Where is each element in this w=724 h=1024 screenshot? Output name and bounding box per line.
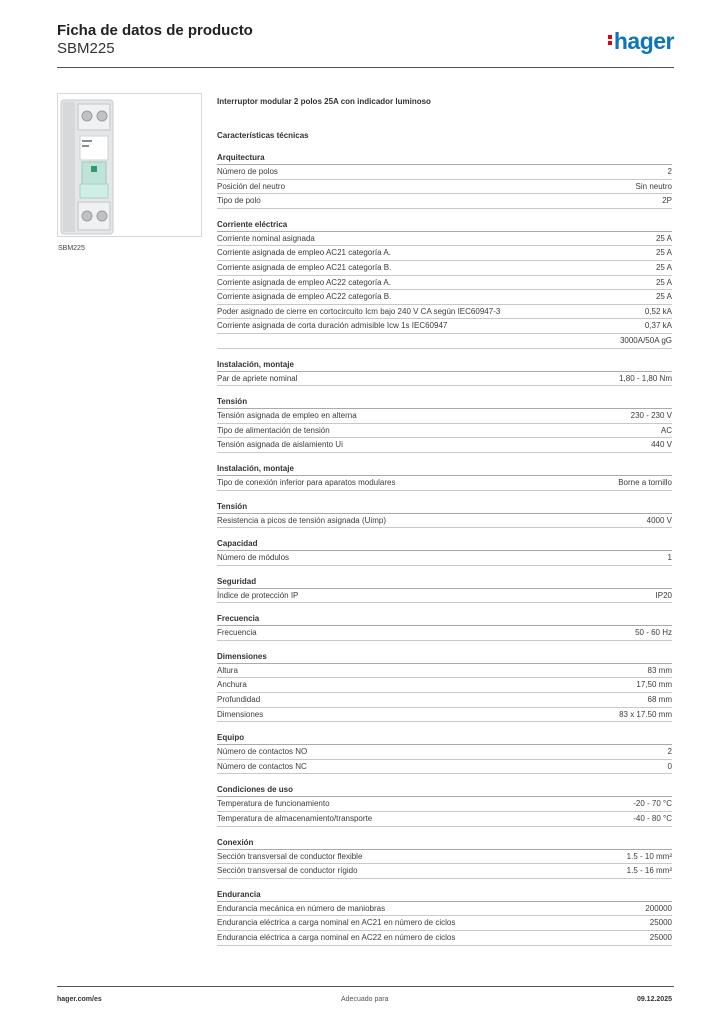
page-header bbox=[57, 22, 677, 70]
spec-value: 1 bbox=[667, 553, 672, 563]
spec-row bbox=[217, 276, 672, 291]
spec-sections bbox=[217, 151, 672, 946]
spec-label: Corriente nominal asignada bbox=[217, 233, 315, 243]
spec-section bbox=[217, 783, 672, 826]
modular-switch-image bbox=[58, 94, 203, 238]
hager-logo: hager bbox=[608, 28, 674, 55]
spec-label: Posición del neutro bbox=[217, 181, 286, 191]
spec-value: 25 A bbox=[655, 233, 672, 243]
spec-label: Resistencia a picos de tensión asignada (Uimp) bbox=[217, 515, 386, 525]
spec-label: Número de polos bbox=[217, 167, 278, 176]
spec-value: 25 A bbox=[655, 292, 672, 302]
spec-value: 200000 bbox=[645, 903, 672, 913]
spec-row bbox=[217, 290, 672, 305]
spec-section bbox=[217, 218, 672, 349]
spec-row bbox=[217, 409, 672, 424]
spec-value: 50 - 60 Hz bbox=[635, 628, 672, 638]
spec-value: -40 - 80 °C bbox=[633, 814, 672, 824]
spec-label: Tipo de alimentación de tensión bbox=[217, 425, 330, 435]
spec-label: Par de apriete nominal bbox=[217, 373, 298, 383]
spec-section bbox=[217, 462, 672, 491]
spec-row bbox=[217, 319, 672, 334]
spec-label: Anchura bbox=[217, 680, 247, 690]
spec-value: Borne a tornillo bbox=[618, 477, 672, 487]
section-title: Dimensiones bbox=[217, 650, 672, 664]
spec-section bbox=[217, 395, 672, 453]
spec-row bbox=[217, 194, 672, 209]
spec-value: 68 mm bbox=[647, 695, 672, 705]
spec-row bbox=[217, 902, 672, 917]
product-description: Interruptor modular 2 polos 25A con indicador luminoso bbox=[217, 97, 431, 106]
section-title: Tensión bbox=[217, 395, 672, 409]
spec-label: Temperatura de funcionamiento bbox=[217, 799, 330, 809]
section-title: Tensión bbox=[217, 500, 672, 514]
technical-characteristics-title: Características técnicas bbox=[217, 131, 309, 140]
spec-label: Corriente asignada de empleo AC22 categoría A. bbox=[217, 277, 391, 287]
spec-row bbox=[217, 424, 672, 439]
spec-label: Altura bbox=[217, 665, 238, 675]
spec-row bbox=[217, 476, 672, 491]
spec-row bbox=[217, 626, 672, 641]
spec-row bbox=[217, 812, 672, 827]
spec-row bbox=[217, 246, 672, 261]
spec-label: Endurancia mecánica en número de maniobras bbox=[217, 903, 386, 913]
spec-label: Temperatura de almacenamiento/transporte bbox=[217, 814, 373, 824]
spec-row bbox=[217, 745, 672, 760]
spec-label: Profundidad bbox=[217, 695, 261, 705]
spec-row bbox=[217, 305, 672, 320]
spec-value: 1.5 - 10 mm² bbox=[626, 851, 672, 861]
spec-row bbox=[217, 864, 672, 879]
product-image bbox=[57, 93, 202, 237]
section-title: Frecuencia bbox=[217, 612, 672, 626]
section-title: Instalación, montaje bbox=[217, 358, 672, 372]
spec-row bbox=[217, 232, 672, 247]
spec-label: Sección transversal de conductor rígido bbox=[217, 866, 358, 876]
section-title: Capacidad bbox=[217, 537, 672, 551]
spec-value: 440 V bbox=[651, 440, 672, 450]
spec-value: 83 mm bbox=[647, 665, 672, 675]
spec-row bbox=[217, 551, 672, 566]
spec-section bbox=[217, 612, 672, 641]
header-divider bbox=[57, 67, 674, 68]
spec-row bbox=[217, 334, 672, 349]
spec-value: Sin neutro bbox=[635, 181, 672, 191]
section-title: Seguridad bbox=[217, 575, 672, 589]
spec-row bbox=[217, 850, 672, 865]
spec-value: 2P bbox=[662, 196, 672, 206]
spec-row bbox=[217, 180, 672, 195]
spec-row bbox=[217, 760, 672, 775]
spec-value: 25000 bbox=[649, 933, 672, 942]
footer-divider bbox=[57, 986, 674, 987]
spec-row bbox=[217, 372, 672, 387]
spec-section bbox=[217, 151, 672, 209]
spec-value: 2 bbox=[667, 747, 672, 757]
spec-section bbox=[217, 650, 672, 722]
section-title: Arquitectura bbox=[217, 151, 672, 165]
spec-value: 25 A bbox=[655, 262, 672, 272]
spec-label: Corriente asignada de empleo AC22 categoría B. bbox=[217, 292, 392, 302]
spec-label: Endurancia eléctrica a carga nominal en AC22 en número de ciclos bbox=[217, 933, 456, 942]
spec-row bbox=[217, 664, 672, 679]
spec-section bbox=[217, 836, 672, 879]
spec-section bbox=[217, 575, 672, 604]
spec-value: 1,80 - 1,80 Nm bbox=[619, 373, 672, 383]
spec-section bbox=[217, 358, 672, 387]
spec-value: 4000 V bbox=[646, 515, 672, 525]
spec-section bbox=[217, 500, 672, 529]
spec-row bbox=[217, 261, 672, 276]
spec-section bbox=[217, 537, 672, 566]
spec-label: Frecuencia bbox=[217, 628, 257, 638]
section-title: Equipo bbox=[217, 731, 672, 745]
spec-label: Tipo de polo bbox=[217, 196, 261, 206]
spec-value: 0,37 kA bbox=[644, 321, 672, 331]
footer-website: hager.com/es bbox=[57, 996, 102, 1003]
spec-label: Tensión asignada de aislamiento Ui bbox=[217, 440, 343, 450]
spec-label: Endurancia eléctrica a carga nominal en AC21 en número de ciclos bbox=[217, 918, 456, 928]
spec-value: -20 - 70 °C bbox=[633, 799, 672, 809]
image-caption: SBM225 bbox=[58, 245, 85, 252]
spec-row bbox=[217, 589, 672, 604]
spec-label: Número de contactos NC bbox=[217, 761, 307, 771]
section-title: Endurancia bbox=[217, 888, 672, 902]
spec-value: 25 A bbox=[655, 248, 672, 258]
spec-row bbox=[217, 693, 672, 708]
spec-label: Número de contactos NO bbox=[217, 747, 308, 757]
spec-label: Sección transversal de conductor flexible bbox=[217, 851, 363, 861]
spec-value: 230 - 230 V bbox=[630, 411, 672, 421]
spec-value: 3000A/50A gG bbox=[619, 335, 672, 345]
section-title: Corriente eléctrica bbox=[217, 218, 672, 232]
spec-label: Tipo de conexión inferior para aparatos modulares bbox=[217, 477, 396, 487]
spec-row bbox=[217, 165, 672, 180]
spec-label: Corriente asignada de empleo AC21 categoría B. bbox=[217, 262, 392, 272]
spec-label: Dimensiones bbox=[217, 709, 264, 719]
footer-date: 09.12.2025 bbox=[636, 996, 672, 1003]
spec-row bbox=[217, 916, 672, 931]
spec-label: Corriente asignada de corta duración admisible Icw 1s IEC60947 bbox=[217, 321, 448, 331]
logo-dots-icon bbox=[608, 33, 612, 47]
section-title: Instalación, montaje bbox=[217, 462, 672, 476]
spec-label: Corriente asignada de empleo AC21 categoría A. bbox=[217, 248, 391, 258]
spec-row bbox=[217, 708, 672, 723]
spec-section bbox=[217, 888, 672, 946]
footer-suitable-for: Adecuado para bbox=[341, 996, 389, 1003]
spec-label: Índice de protección IP bbox=[217, 590, 299, 600]
spec-label: Tensión asignada de empleo en alterna bbox=[217, 411, 357, 421]
spec-value: 17,50 mm bbox=[636, 680, 672, 690]
spec-section bbox=[217, 731, 672, 774]
spec-row bbox=[217, 514, 672, 529]
spec-value: 0,52 kA bbox=[644, 306, 672, 316]
spec-value: 2 bbox=[667, 167, 672, 176]
spec-label: Número de módulos bbox=[217, 553, 290, 563]
spec-value: AC bbox=[660, 425, 672, 435]
spec-row bbox=[217, 678, 672, 693]
product-specs bbox=[217, 96, 672, 946]
spec-value: IP20 bbox=[655, 590, 672, 600]
spec-row bbox=[217, 797, 672, 812]
document-title: Ficha de datos de producto bbox=[57, 22, 253, 39]
spec-value: 25000 bbox=[649, 918, 672, 928]
spec-row bbox=[217, 438, 672, 453]
spec-value: 1.5 - 16 mm² bbox=[626, 866, 672, 876]
spec-value: 25 A bbox=[655, 277, 672, 287]
section-title: Condiciones de uso bbox=[217, 783, 672, 797]
section-title: Conexión bbox=[217, 836, 672, 850]
spec-label: Poder asignado de cierre en cortocircuito Icm bajo 240 V CA según IEC60947-3 bbox=[217, 306, 501, 316]
spec-value: 0 bbox=[667, 761, 672, 771]
spec-row bbox=[217, 931, 672, 946]
spec-value: 83 x 17.50 mm bbox=[619, 709, 672, 719]
product-code: SBM225 bbox=[57, 40, 115, 57]
